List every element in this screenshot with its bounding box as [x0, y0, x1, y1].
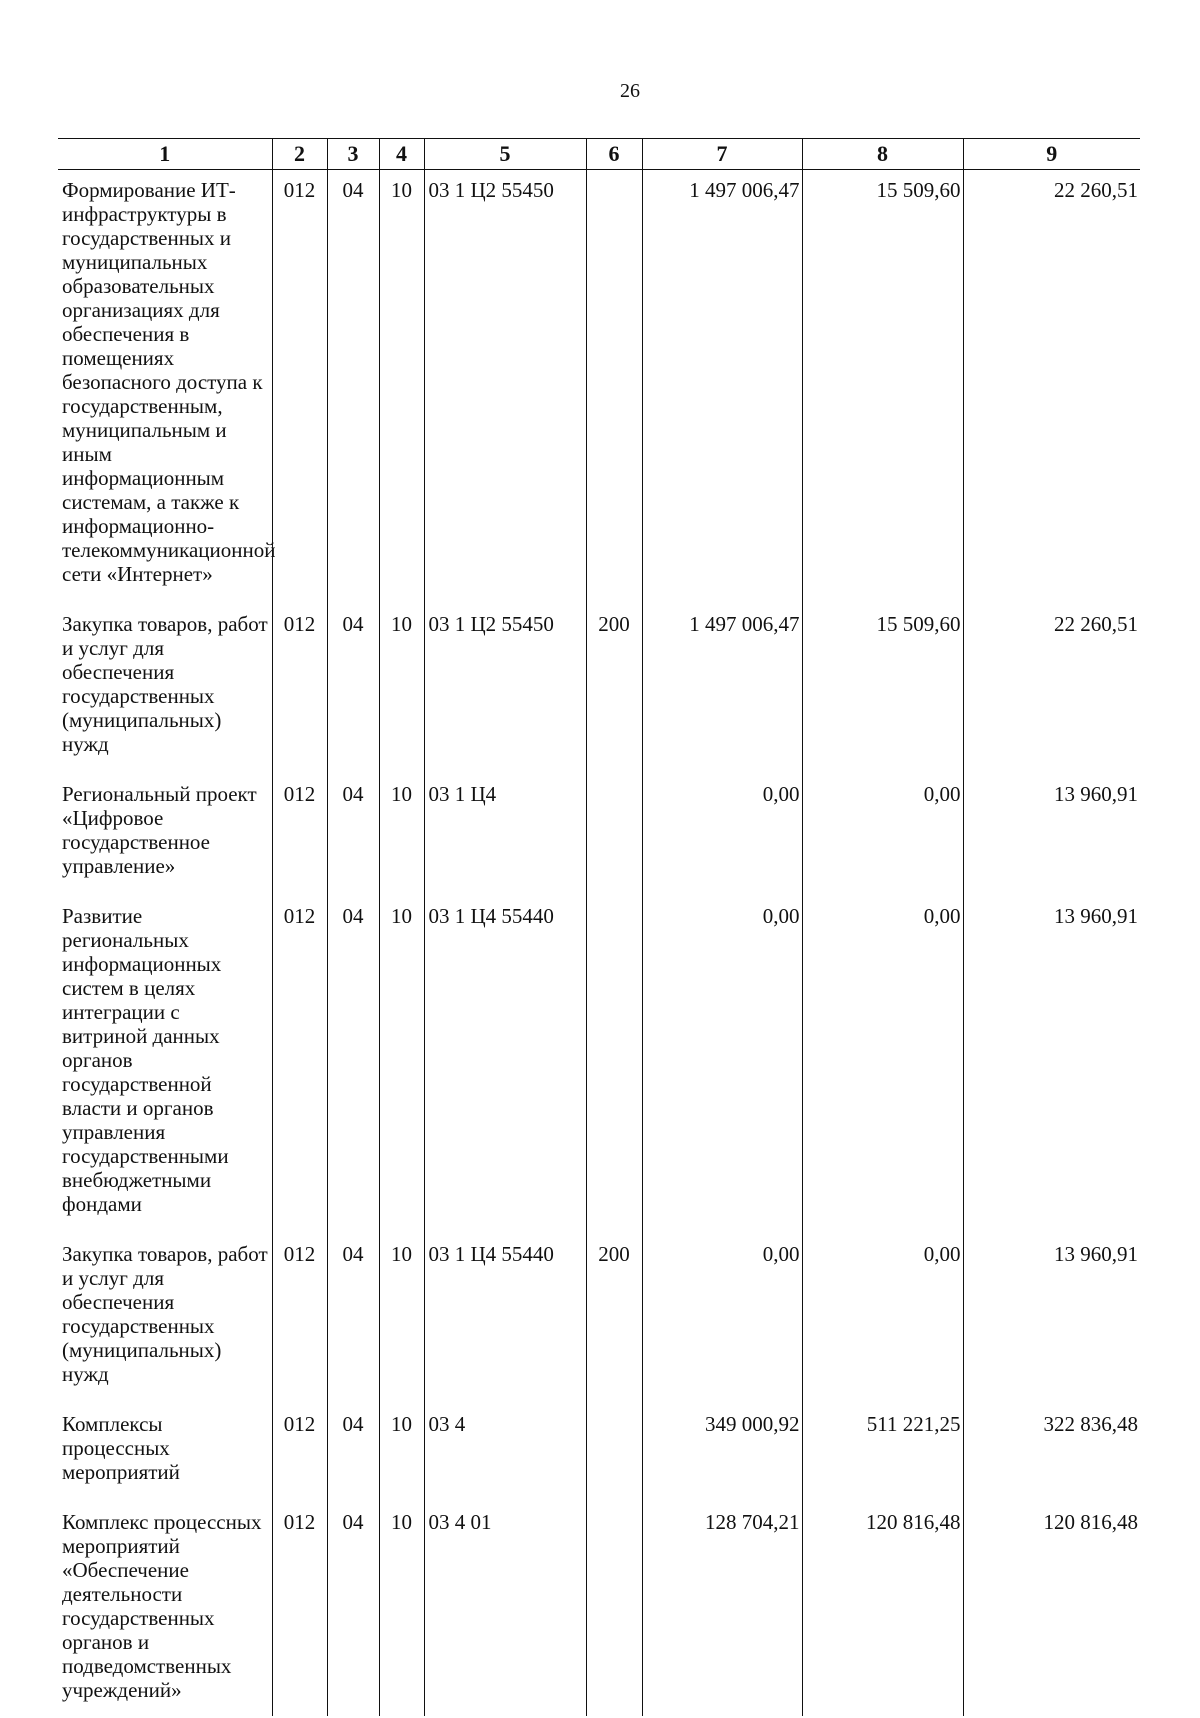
row-pr: 10 [379, 896, 424, 1234]
row-csr: 03 1 Ц2 55450 [424, 604, 586, 774]
table-row [58, 896, 1140, 1234]
row-amount-7: 0,00 [642, 896, 802, 1234]
row-ved: 012 [272, 1502, 327, 1716]
row-amount-7: 1 497 006,47 [642, 604, 802, 774]
row-csr: 03 1 Ц4 [424, 774, 586, 896]
row-amount-8: 0,00 [802, 896, 963, 1234]
row-name: Закупка товаров, работ и услуг для обеспечения государственных (муниципальных) нужд [62, 612, 268, 756]
row-pr: 10 [379, 604, 424, 774]
row-pr: 10 [379, 1234, 424, 1404]
header-col-2: 2 [272, 139, 327, 170]
row-amount-7: 0,00 [642, 774, 802, 896]
table-row [58, 170, 1140, 605]
row-name: Комплексы процессных мероприятий [62, 1412, 180, 1484]
row-vr [586, 896, 642, 1234]
row-amount-8: 511 221,25 [802, 1404, 963, 1502]
row-vr [586, 774, 642, 896]
row-amount-9: 13 960,91 [963, 774, 1140, 896]
row-vr [586, 1502, 642, 1716]
row-rz: 04 [327, 896, 379, 1234]
row-amount-7: 1 497 006,47 [642, 170, 802, 605]
row-ved: 012 [272, 1234, 327, 1404]
row-ved: 012 [272, 604, 327, 774]
header-col-1: 1 [58, 139, 272, 170]
header-col-5: 5 [424, 139, 586, 170]
row-pr: 10 [379, 1502, 424, 1716]
row-amount-8: 15 509,60 [802, 170, 963, 605]
row-amount-8: 15 509,60 [802, 604, 963, 774]
row-vr [586, 170, 642, 605]
header-col-4: 4 [379, 139, 424, 170]
row-amount-9: 322 836,48 [963, 1404, 1140, 1502]
row-csr: 03 1 Ц4 55440 [424, 1234, 586, 1404]
row-vr: 200 [586, 1234, 642, 1404]
header-row [58, 139, 1140, 170]
row-name: Формирование ИТ-инфраструктуры в государственных и муниципальных образовательных организациях для обеспечения в помещениях безопасного доступа к государственным, муниципальным и иным информационным системам, а также к информационно-телекоммуникационной сети «Интернет» [62, 178, 276, 586]
row-rz: 04 [327, 170, 379, 605]
row-amount-9: 13 960,91 [963, 1234, 1140, 1404]
row-name: Региональный проект «Цифровое государственное управление» [62, 782, 257, 878]
row-ved: 012 [272, 1404, 327, 1502]
row-amount-8: 0,00 [802, 774, 963, 896]
row-amount-8: 0,00 [802, 1234, 963, 1404]
row-csr: 03 4 [424, 1404, 586, 1502]
row-vr: 200 [586, 604, 642, 774]
row-amount-9: 22 260,51 [963, 604, 1140, 774]
row-amount-9: 22 260,51 [963, 170, 1140, 605]
row-rz: 04 [327, 1404, 379, 1502]
row-pr: 10 [379, 774, 424, 896]
row-amount-7: 0,00 [642, 1234, 802, 1404]
header-col-6: 6 [586, 139, 642, 170]
row-vr [586, 1404, 642, 1502]
row-name: Комплекс процессных мероприятий «Обеспечение деятельности государственных органов и подведомственных учреждений» [62, 1510, 262, 1702]
row-name: Закупка товаров, работ и услуг для обеспечения государственных (муниципальных) нужд [62, 1242, 268, 1386]
row-amount-7: 128 704,21 [642, 1502, 802, 1716]
table-row [58, 1234, 1140, 1404]
row-amount-7: 349 000,92 [642, 1404, 802, 1502]
header-col-3: 3 [327, 139, 379, 170]
row-rz: 04 [327, 604, 379, 774]
row-csr: 03 1 Ц2 55450 [424, 170, 586, 605]
table-row [58, 774, 1140, 896]
row-rz: 04 [327, 1234, 379, 1404]
table-row [58, 1502, 1140, 1716]
row-pr: 10 [379, 170, 424, 605]
budget-table [58, 138, 1140, 1716]
row-ved: 012 [272, 774, 327, 896]
row-amount-8: 120 816,48 [802, 1502, 963, 1716]
row-csr: 03 1 Ц4 55440 [424, 896, 586, 1234]
header-col-8: 8 [802, 139, 963, 170]
row-ved: 012 [272, 170, 327, 605]
row-ved: 012 [272, 896, 327, 1234]
row-amount-9: 120 816,48 [963, 1502, 1140, 1716]
row-csr: 03 4 01 [424, 1502, 586, 1716]
table-row [58, 1404, 1140, 1502]
header-col-7: 7 [642, 139, 802, 170]
row-rz: 04 [327, 774, 379, 896]
row-name: Развитие региональных информационных систем в целях интеграции с витриной данных органов государственной власти и органов управления государственными внебюджетными фондами [62, 904, 229, 1216]
row-rz: 04 [327, 1502, 379, 1716]
table-row [58, 604, 1140, 774]
page-number: 26 [620, 80, 640, 102]
row-amount-9: 13 960,91 [963, 896, 1140, 1234]
header-col-9: 9 [963, 139, 1140, 170]
row-pr: 10 [379, 1404, 424, 1502]
